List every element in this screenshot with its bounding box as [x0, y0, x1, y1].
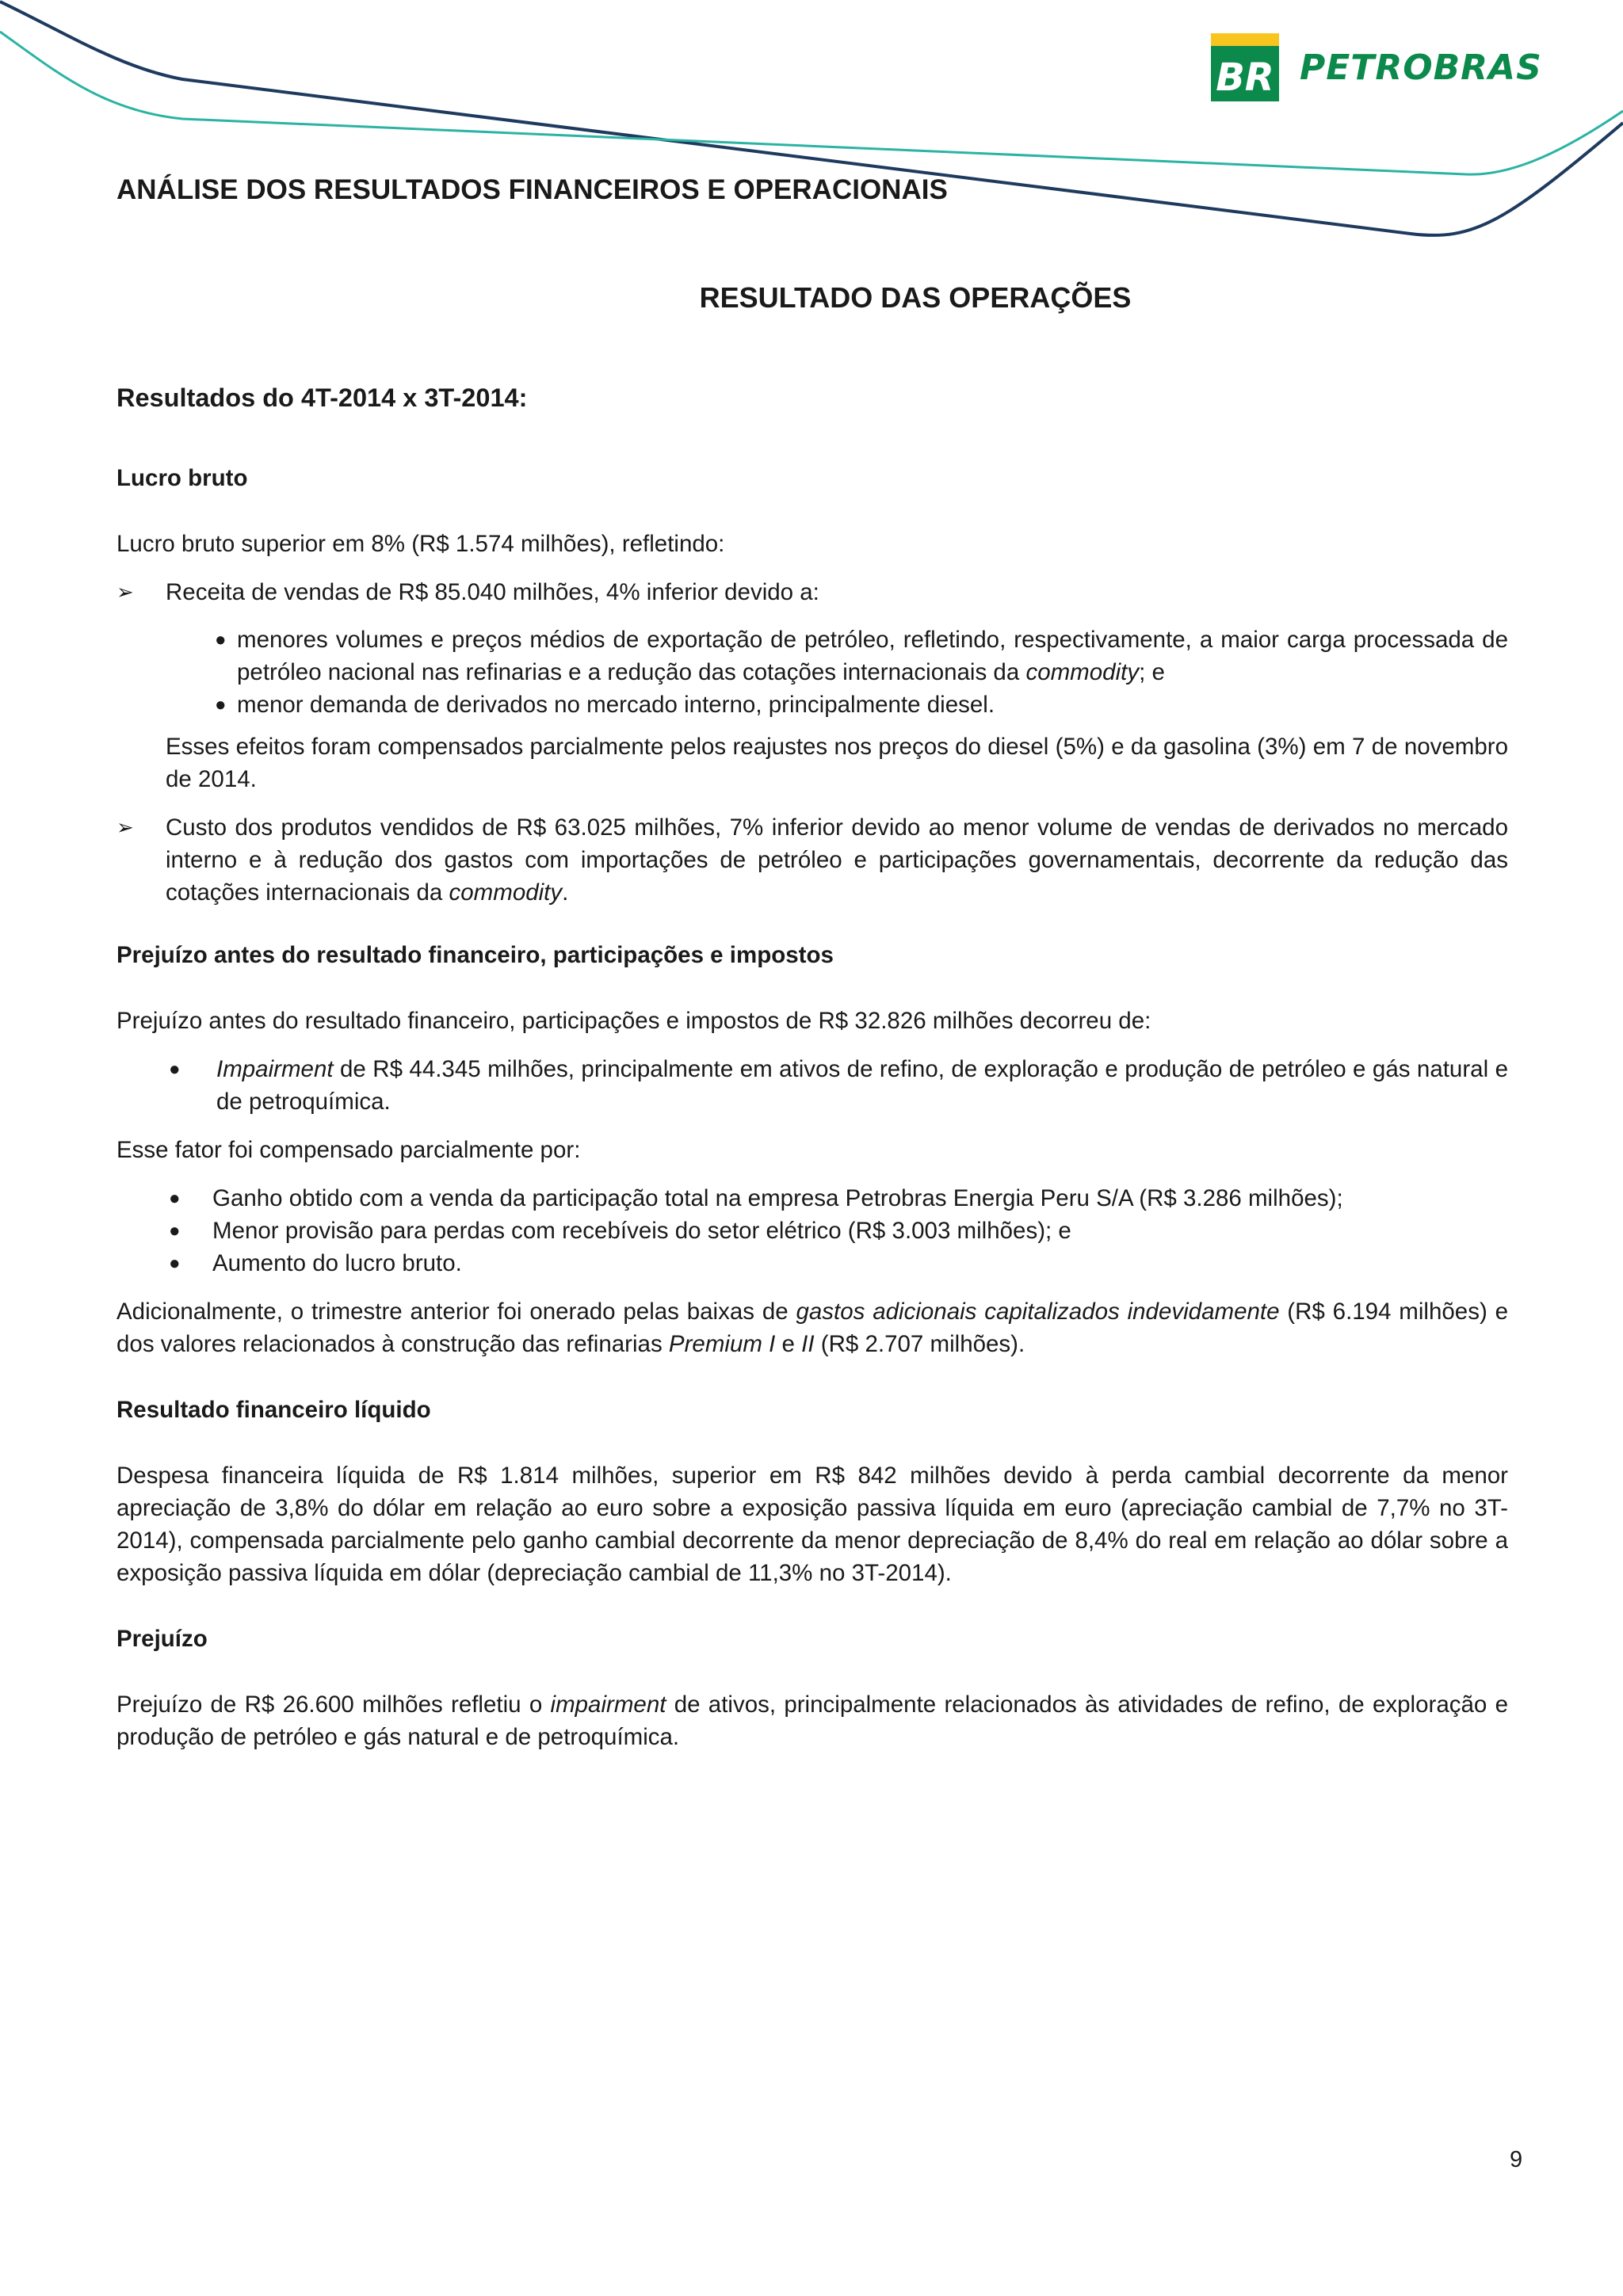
- bullet-dot-icon: ●: [169, 1220, 181, 1241]
- compensated-intro: Esse fator foi compensado parcialmente por:: [116, 1137, 581, 1163]
- section-resultado-financeiro: [116, 1394, 1508, 1589]
- page-number: 9: [1510, 2147, 1523, 2172]
- bullet-dot-icon: ●: [169, 1058, 181, 1080]
- list-item: ● menor demanda de derivados no mercado interno, principalmente diesel.: [215, 688, 1508, 721]
- list-item: ➢ Custo dos produtos vendidos de R$ 63.025 milhões, 7% inferior devido ao menor volume de vendas de derivados no mercado interno e à redução dos gastos com importações de petróleo e participações governamentais, decorrente da redução das cotações internacionais da commodity.: [116, 811, 1508, 909]
- prejuizo-text: Prejuízo de R$ 26.600 milhões refletiu o impairment de ativos, principalmente relacionados às atividades de refino, de exploração e produção de petróleo e gás natural e de petroquímica.: [116, 1691, 1508, 1750]
- impairment-list: [169, 1053, 1508, 1118]
- list-item: ● Aumento do lucro bruto.: [169, 1247, 1508, 1280]
- compensation-list: [169, 1182, 1508, 1280]
- additional-paragraph: Adicionalmente, o trimestre anterior foi onerado pelas baixas de gastos adicionais capitalizados indevidamente (R$ 6.194 milhões) e dos valores relacionados à construção das refinarias Premium I e II (R$ 2.707 milhões).: [116, 1299, 1509, 1357]
- bullet-dot-icon: ●: [169, 1253, 181, 1274]
- petrobras-logo: [1211, 32, 1575, 103]
- arrow-bullet-icon: ➢: [116, 580, 134, 604]
- resultado-financeiro-text: Despesa financeira líquida de R$ 1.814 milhões, superior em R$ 842 milhões devido à perda cambial decorrente da menor apreciação de 3,8% do dólar em relação ao euro sobre a exposição passiva líquida em euro (apreciação cambial de 7,7% no 3T-2014), compensada parcialmente pelo ganho cambial decorrente da menor depreciação de 8,4% do real em relação ao dólar sobre a exposição passiva líquida em dólar (depreciação cambial de 11,3% no 3T-2014).: [116, 1463, 1508, 1586]
- br-logo-icon: [1211, 33, 1279, 101]
- prejuizo-antes-intro: Prejuízo antes do resultado financeiro, participações e impostos de R$ 32.826 milhões decorreu de:: [116, 1008, 1151, 1034]
- list-item: ➢ Receita de vendas de R$ 85.040 milhões, 4% inferior devido a:: [116, 576, 1508, 608]
- list-item: ● Ganho obtido com a venda da participação total na empresa Petrobras Energia Peru S/A (R$ 3.286 milhões);: [169, 1182, 1508, 1215]
- page-title: ANÁLISE DOS RESULTADOS FINANCEIROS E OPERACIONAIS: [116, 174, 948, 205]
- section-lucro-bruto: [116, 462, 1508, 909]
- heading-prejuizo-antes: Prejuízo antes do resultado financeiro, participações e impostos: [116, 942, 834, 968]
- list-item: ● menores volumes e preços médios de exportação de petróleo, refletindo, respectivamente, a maior carga processada de petróleo nacional nas refinarias e a redução das cotações internacionais da commodity; e: [215, 624, 1508, 688]
- lucro-bruto-intro: Lucro bruto superior em 8% (R$ 1.574 milhões), refletindo:: [116, 531, 725, 557]
- document-body: [116, 171, 1508, 1753]
- list-item: ● Impairment de R$ 44.345 milhões, principalmente em ativos de refino, de exploração e produção de petróleo e gás natural e de petroquímica.: [169, 1053, 1508, 1118]
- list-item: ● Menor provisão para perdas com recebíveis do setor elétrico (R$ 3.003 milhões); e: [169, 1215, 1508, 1247]
- bullet-dot-icon: ●: [215, 694, 227, 715]
- arrow-bullet-icon: ➢: [116, 815, 134, 839]
- revenue-factors-list: [215, 624, 1508, 721]
- heading-lucro-bruto: Lucro bruto: [116, 465, 248, 491]
- section-prejuizo-antes: [116, 939, 1508, 1360]
- bullet-dot-icon: ●: [215, 629, 227, 650]
- heading-prejuizo: Prejuízo: [116, 1626, 208, 1652]
- offset-paragraph: Esses efeitos foram compensados parcialmente pelos reajustes nos preços do diesel (5%) e da gasolina (3%) em 7 de novembro de 2014.: [166, 734, 1508, 792]
- logo-wordmark: PETROBRAS: [1300, 47, 1542, 88]
- section-title: RESULTADO DAS OPERAÇÕES: [699, 281, 1132, 314]
- section-prejuizo: [116, 1623, 1508, 1753]
- results-subtitle: Resultados do 4T-2014 x 3T-2014:: [116, 383, 528, 412]
- bullet-dot-icon: ●: [169, 1188, 181, 1209]
- svg-text:BR: BR: [1216, 55, 1274, 100]
- heading-resultado-financeiro: Resultado financeiro líquido: [116, 1397, 431, 1423]
